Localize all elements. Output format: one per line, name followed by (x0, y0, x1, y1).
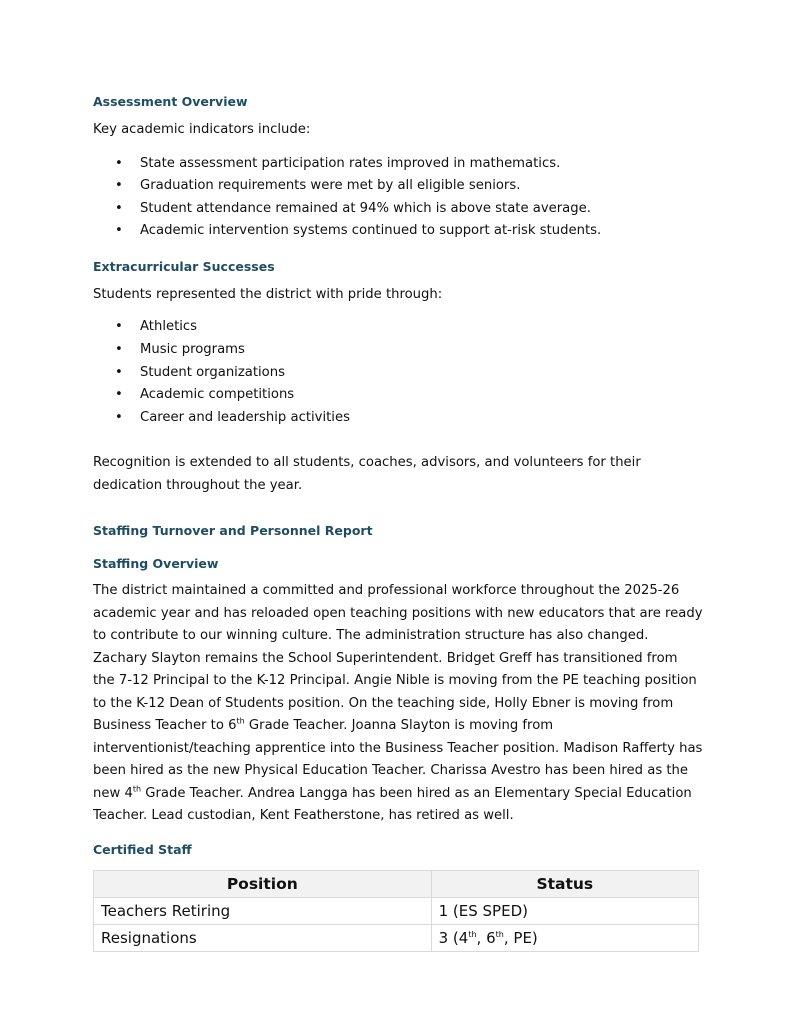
status-cell (431, 924, 698, 951)
staffing-section-heading: Staffing Turnover and Personnel Report (93, 523, 373, 539)
overview-text: The district maintained a committed and professional workforce throughout the 2025-26 academic year and has reloaded open teaching positions with new educators that are ready to contribute to our winning culture. The administration structure has also changed. Zachary Slayton remains the School Superintendent. Bridget Greff has transitioned from the 7-12 Principal to the K-12 Principal. Angie Nible is moving from the PE teaching position to the K-12 Dean of Students position. On the teaching side, Holly Ebner is moving from Business Teacher to 6 (93, 583, 703, 734)
table-row (94, 897, 699, 924)
status-text: , PE) (503, 928, 538, 947)
superscript: th (495, 929, 504, 939)
extracurricular-list (93, 316, 703, 429)
column-header-position: Position (94, 870, 432, 897)
overview-text: Grade Teacher. Joanna Slayton is moving from interventionist/teaching apprentice into the Business Teacher position. Madison Rafferty has been hired as the new Physical Education Teacher. Charissa Avestro has been hired as the new 4 (93, 718, 703, 801)
list-item: • State assessment participation rates improved in mathematics. (93, 153, 703, 176)
staffing-overview-heading: Staffing Overview (93, 556, 219, 572)
status-text: 3 (4 (438, 928, 469, 947)
overview-text: Grade Teacher. Andrea Langga has been hired as an Elementary Special Education Teacher. Lead custodian, Kent Featherstone, has retired as well. (93, 785, 692, 824)
status-text: , 6 (476, 928, 496, 947)
staffing-overview-paragraph (93, 580, 703, 828)
list-item: • Student organizations (93, 362, 703, 385)
status-cell: 1 (ES SPED) (431, 897, 698, 924)
list-item: • Athletics (93, 316, 703, 339)
assessment-list (93, 153, 703, 243)
list-item: • Graduation requirements were met by all eligible seniors. (93, 175, 703, 198)
assessment-heading: Assessment Overview (93, 94, 248, 109)
list-item: • Music programs (93, 339, 703, 362)
certified-staff-heading: Certified Staff (93, 841, 192, 857)
recognition-paragraph: Recognition is extended to all students, coaches, advisors, and volunteers for their dedication throughout the year. (93, 455, 641, 493)
position-cell: Resignations (94, 924, 432, 951)
list-item: • Academic competitions (93, 384, 703, 407)
superscript: th (132, 784, 142, 794)
table-row (94, 924, 699, 951)
document-content (93, 93, 703, 952)
assessment-intro: Key academic indicators include: (93, 122, 311, 137)
list-item: • Student attendance remained at 94% which is above state average. (93, 198, 703, 221)
list-item: • Academic intervention systems continued to support at-risk students. (93, 220, 703, 243)
extracurricular-intro: Students represented the district with pride through: (93, 286, 443, 302)
superscript: th (236, 716, 245, 726)
extracurricular-heading: Extracurricular Successes (93, 258, 275, 274)
superscript: th (468, 929, 477, 939)
certified-staff-table (93, 870, 699, 952)
table-header-row (94, 870, 699, 897)
list-item: • Career and leadership activities (93, 407, 703, 430)
position-cell: Teachers Retiring (94, 897, 432, 924)
column-header-status: Status (431, 870, 698, 897)
